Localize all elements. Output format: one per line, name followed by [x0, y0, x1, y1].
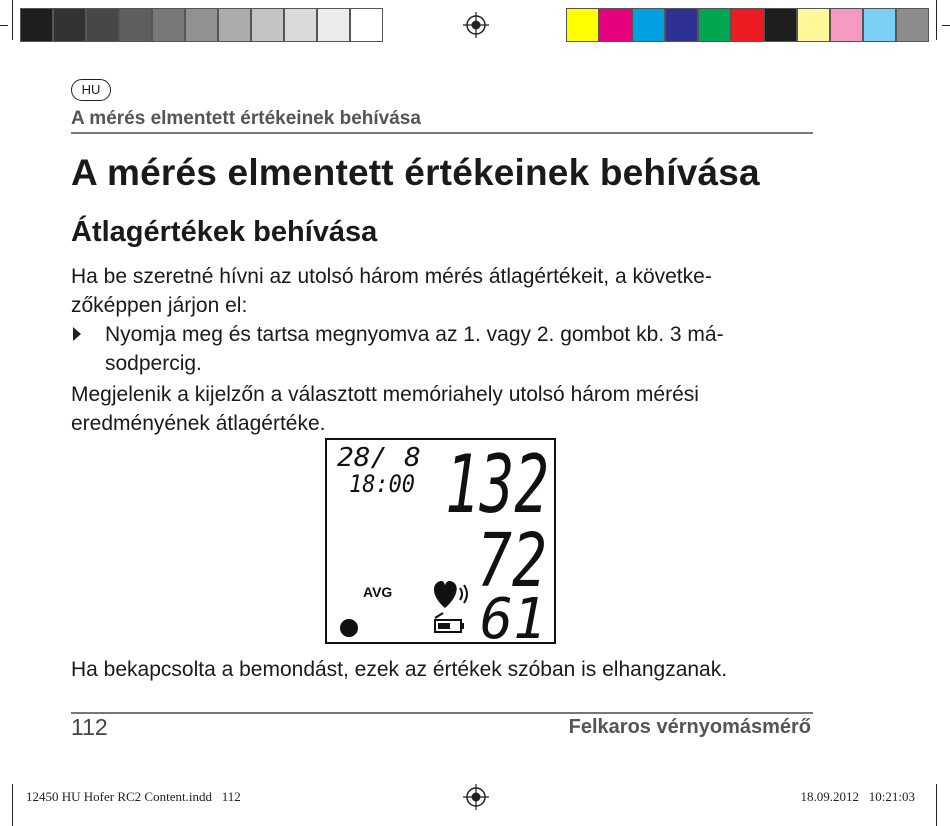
lcd-display-figure — [325, 438, 556, 652]
print-slug-datetime: 18.09.2012 10:21:03 — [800, 789, 915, 804]
lcd-diastolic-value: 72 — [477, 518, 547, 604]
step-line-2: sodpercig. — [105, 352, 202, 375]
color-swatch — [764, 8, 797, 42]
color-swatch — [599, 8, 632, 42]
avg-label: AVG — [363, 584, 393, 600]
color-swatch — [284, 8, 317, 42]
crop-mark-top-left — [0, 25, 8, 26]
color-swatch — [863, 8, 896, 42]
color-swatch — [20, 8, 53, 42]
registration-mark-icon — [463, 12, 489, 38]
color-swatch — [119, 8, 152, 42]
color-swatch — [632, 8, 665, 42]
lcd-display-svg — [327, 438, 554, 652]
memory-dot-icon — [340, 619, 358, 637]
crop-mark-top-right — [942, 25, 950, 26]
color-swatch — [896, 8, 929, 42]
grayscale-color-bar — [20, 8, 383, 42]
page-title: A mérés elmentett értékeinek behívása — [71, 152, 760, 193]
color-swatch — [317, 8, 350, 42]
color-swatch — [218, 8, 251, 42]
bullet-arrow-icon — [73, 327, 81, 341]
color-swatch — [830, 8, 863, 42]
color-swatch — [731, 8, 764, 42]
print-slug-file: 12450 HU Hofer RC2 Content.indd 112 — [26, 789, 241, 804]
voice-note: Ha bekapcsolta a bemondást, ezek az értékek szóban is elhangzanak. — [71, 658, 728, 681]
lcd-date: 28/ 8 — [337, 443, 421, 473]
language-badge: HU — [71, 79, 111, 101]
heart-icon — [434, 581, 467, 608]
intro-line-2: zőképpen járjon el: — [71, 294, 248, 317]
result-line-2: eredményének átlagértéke. — [71, 412, 326, 435]
color-swatch — [566, 8, 599, 42]
lcd-systolic-value: 132 — [445, 438, 549, 531]
footer-rule — [71, 712, 813, 714]
color-swatch — [698, 8, 731, 42]
crop-mark-bottom-left-v — [12, 784, 13, 826]
color-swatch — [152, 8, 185, 42]
result-line-1: Megjelenik a kijelzőn a választott memóriahely utolsó három mérési — [71, 383, 699, 406]
color-swatch — [251, 8, 284, 42]
color-swatch — [185, 8, 218, 42]
color-swatch — [86, 8, 119, 42]
running-header-title: A mérés elmentett értékeinek behívása — [71, 108, 421, 129]
lcd-time: 18:00 — [349, 470, 415, 498]
crop-mark-top-left-v — [12, 0, 13, 40]
crop-mark-top-right-v — [936, 0, 937, 40]
registration-mark-icon — [463, 784, 489, 810]
lcd-pulse-value: 61 — [480, 587, 546, 652]
process-color-bar — [566, 8, 929, 42]
header-rule — [71, 132, 813, 134]
battery-icon — [435, 613, 464, 632]
intro-line-1: Ha be szeretné hívni az utolsó három mérés átlagértékeit, a követke- — [71, 265, 712, 288]
color-swatch — [350, 8, 383, 42]
color-swatch — [53, 8, 86, 42]
section-heading: Átlagértékek behívása — [71, 216, 378, 248]
page-number: 112 — [71, 714, 108, 740]
color-swatch — [797, 8, 830, 42]
step-line-1: Nyomja meg és tartsa megnyomva az 1. vagy 2. gombot kb. 3 má- — [105, 323, 724, 346]
crop-mark-bottom-right-v — [936, 784, 937, 826]
color-swatch — [665, 8, 698, 42]
footer-product-title: Felkaros vérnyomásmérő — [568, 716, 811, 738]
